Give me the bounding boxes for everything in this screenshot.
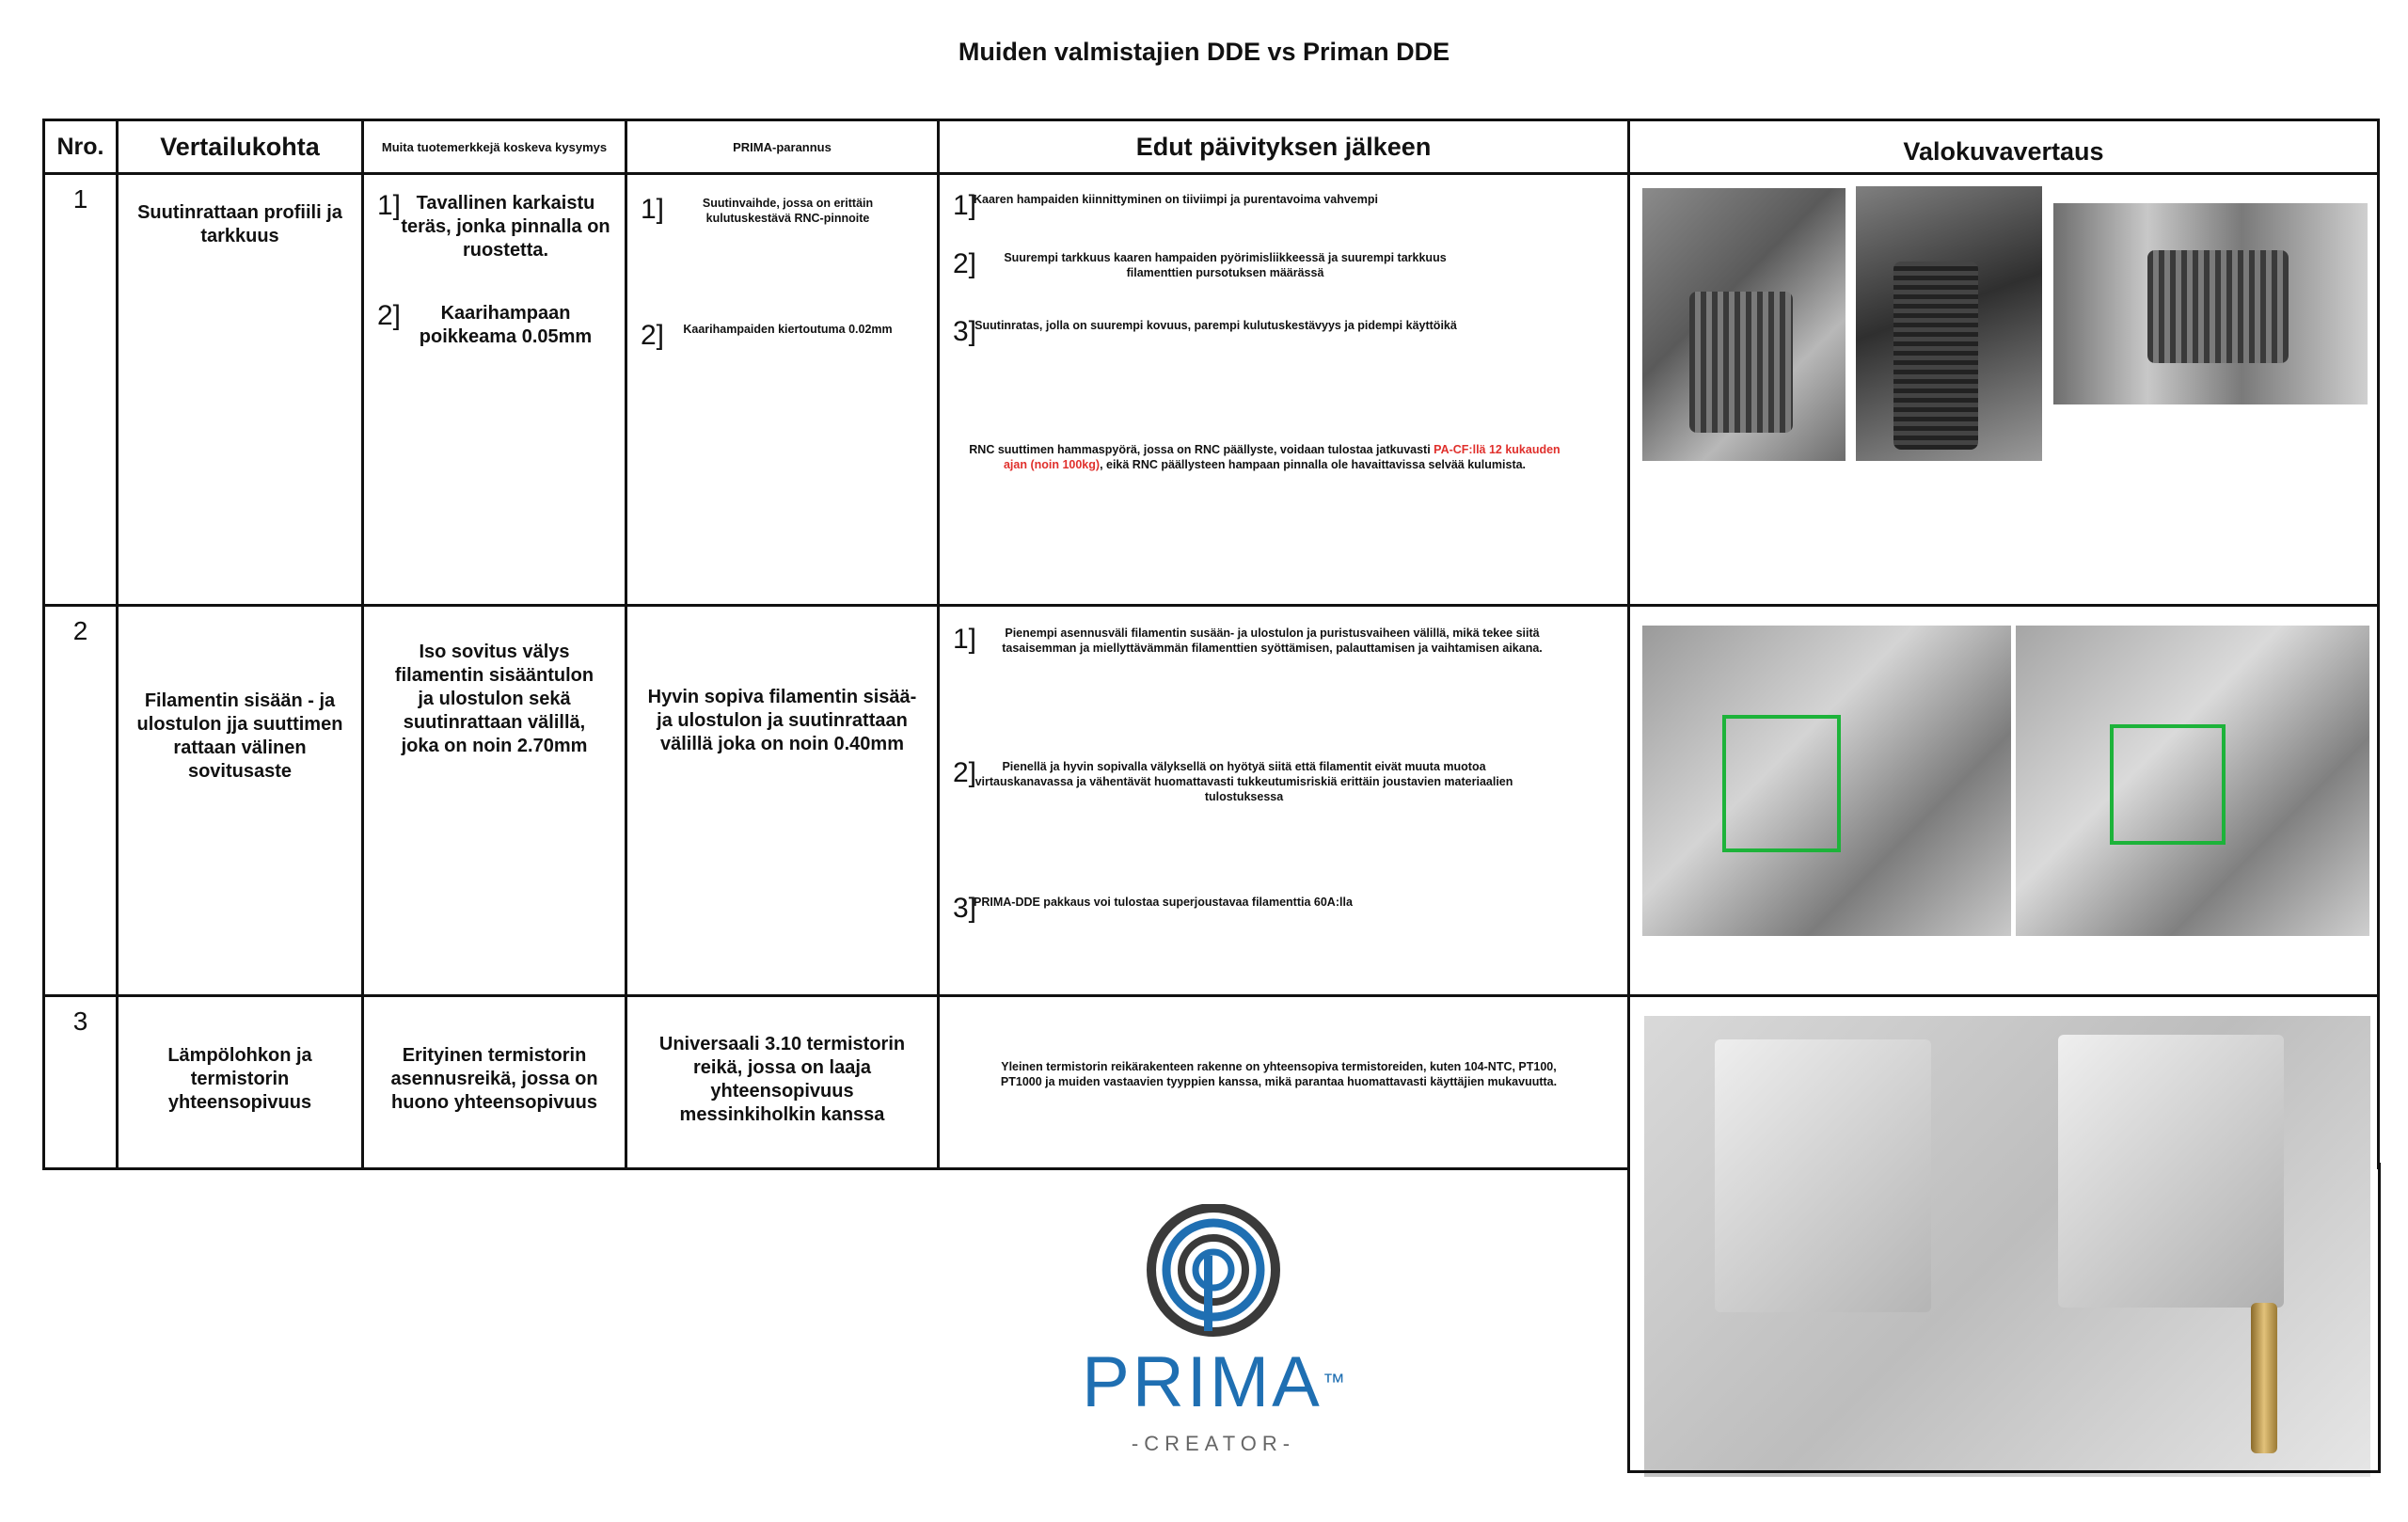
logo-sub: -CREATOR- [1131, 1432, 1296, 1455]
row-others-cell [363, 174, 626, 606]
list-item [940, 190, 1627, 221]
list-item [940, 316, 1627, 347]
note-highlight: PA-CF:llä 12 kukauden ajan (noin 100kg) [1003, 443, 1560, 471]
highlight-box [1722, 715, 1841, 852]
list-item [940, 893, 1627, 924]
note-text-end: , eikä RNC päällysteen hampaan pinnalla ole havaittavissa selvää kulumista. [1100, 458, 1527, 471]
header-muita: Muita tuotemerkkejä koskeva kysymys [363, 120, 626, 174]
row-topic: Suutinrattaan profiili ja tarkkuus [137, 202, 342, 246]
item-number: 1] [641, 194, 665, 225]
photo-cell-extruder [1629, 606, 2379, 996]
item-number: 3] [953, 316, 977, 347]
row-benefits-cell [939, 606, 1629, 996]
list-item [627, 196, 937, 226]
prima-logo [1044, 1204, 1383, 1456]
item-text: Kaaren hampaiden kiinnittyminen on tiiviimpi ja purentavoima vahvempi [974, 193, 1378, 206]
row-prima-cell [626, 606, 939, 996]
item-text: PRIMA-DDE pakkaus voi tulostaa superjoustavaa filamenttia 60A:lla [974, 896, 1353, 909]
logo-tm: ™ [1322, 1370, 1345, 1395]
row-prima: Hyvin sopiva filamentin sisää- ja ulostulon ja suutinrattaan välillä joka on noin 0.40mm [647, 687, 917, 754]
row-prima: Universaali 3.10 termistorin reikä, jossa on laaja yhteensopivuus messinkiholkin kanssa [658, 1034, 906, 1125]
table-row [44, 174, 2379, 606]
list-item [940, 250, 1627, 280]
row-topic-cell [118, 996, 363, 1169]
photo-cell-gears [1629, 174, 2379, 606]
row-others: Erityinen termistorin asennusreikä, jossa on huono yhteensopivuus [390, 1045, 598, 1113]
row-topic: Filamentin sisään - ja ulostulon jja suuttimen rattaan välinen sovitusaste [136, 690, 343, 782]
item-text: Suutinratas, jolla on suurempi kovuus, parempi kulutuskestävyys ja pidempi käyttöikä [974, 319, 1457, 332]
row-number: 1 [44, 174, 118, 606]
extruder-photo-other [1642, 626, 2011, 936]
table-row [44, 606, 2379, 996]
item-number: 1] [953, 190, 977, 221]
list-item [364, 192, 625, 262]
gear-photo-1 [1642, 188, 1846, 461]
row-topic: Lämpölohkon ja termistorin yhteensopivuus [167, 1045, 312, 1113]
gear-photo-2 [1856, 186, 2042, 461]
item-text: Suurempi tarkkuus kaaren hampaiden pyörimisliikkeessä ja suurempi tarkkuus filamenttien pursotuksen määrässä [1004, 251, 1447, 279]
photo-column-right-border [2378, 1163, 2381, 1473]
extruder-photo-prima [2016, 626, 2369, 936]
logo-wordmark [1044, 1342, 1383, 1435]
header-row [44, 120, 2379, 174]
row-benefits-cell [939, 996, 1629, 1169]
page-title: Muiden valmistajien DDE vs Priman DDE [958, 38, 1450, 66]
item-text: Kaarihampaiden kiertoutuma 0.02mm [683, 323, 893, 336]
rnc-note [958, 442, 1571, 472]
item-number: 2] [953, 757, 977, 788]
photo-cell-heatblock [1629, 996, 2379, 1169]
heatblock-photo [1644, 1016, 2370, 1477]
item-number: 1] [377, 190, 402, 221]
header-nro: Nro. [44, 120, 118, 174]
photo-column-bottom-border [1627, 1470, 2381, 1473]
row-prima-cell [626, 174, 939, 606]
row-others-cell [363, 606, 626, 996]
prima-emblem-icon [1044, 1204, 1383, 1345]
item-text: Tavallinen karkaistu teräs, jonka pinnalla on ruostetta. [401, 193, 610, 261]
row-number: 3 [44, 996, 118, 1169]
table-row [44, 996, 2379, 1169]
row-benefits: Yleinen termistorin reikärakenteen rakenne on yhteensopiva termistoreiden, kuten 104-NTC, PT100, PT1000 ja muiden vastaavien tyyppien kanssa, mikä parantaa huomattavasti käyttäjien mukavuutta. [1000, 1060, 1558, 1088]
item-number: 2] [377, 300, 402, 331]
item-number: 1] [953, 624, 977, 655]
item-number: 2] [641, 320, 665, 351]
list-item [627, 320, 937, 351]
list-item [364, 302, 625, 349]
item-text: Pienempi asennusväli filamentin susään- ja ulostulon ja puristusvaiheen välillä, mikä tekee siitä tasaisemman ja miellyttävämmän filamenttien syöttämisen, palauttamisen ja vaihtamisen aikana. [1002, 626, 1543, 655]
item-number: 2] [953, 248, 977, 279]
logo-brand: PRIMA [1082, 1342, 1323, 1422]
header-vertailukohta: Vertailukohta [118, 120, 363, 174]
comparison-table [42, 119, 2380, 1170]
row-others: Iso sovitus välys filamentin sisääntulon ja ulostulon sekä suutinrattaan välillä, joka on noin 2.70mm [394, 642, 594, 756]
row-benefits-cell [939, 174, 1629, 606]
item-text: Suutinvaihde, jossa on erittäin kulutuskestävä RNC-pinnoite [702, 197, 874, 225]
list-item [940, 759, 1627, 804]
highlight-box [2110, 724, 2226, 845]
item-text: Pienellä ja hyvin sopivalla välyksellä on hyötyä siitä että filamentit eivät muuta muotoa virtauskanavassa ja vähentävät huomattavasti tukkeutumisriskiä erittäin joustavien materiaalien tulostuksessa [974, 760, 1513, 803]
header-edut: Edut päivityksen jälkeen [939, 120, 1629, 174]
row-topic-cell [118, 606, 363, 996]
item-text: Kaarihampaan poikkeama 0.05mm [419, 303, 593, 347]
row-number: 2 [44, 606, 118, 996]
list-item [940, 626, 1627, 656]
note-text: RNC suuttimen hammaspyörä, jossa on RNC päällyste, voidaan tulostaa jatkuvasti [969, 443, 1434, 456]
item-number: 3] [953, 893, 977, 924]
header-valokuva: Valokuvavertaus [1629, 120, 2379, 174]
row-others-cell [363, 996, 626, 1169]
header-prima: PRIMA-parannus [626, 120, 939, 174]
row-topic-cell [118, 174, 363, 606]
row-prima-cell [626, 996, 939, 1169]
gear-photo-3 [2053, 203, 2368, 404]
photo-column-left-border [1627, 1163, 1630, 1473]
